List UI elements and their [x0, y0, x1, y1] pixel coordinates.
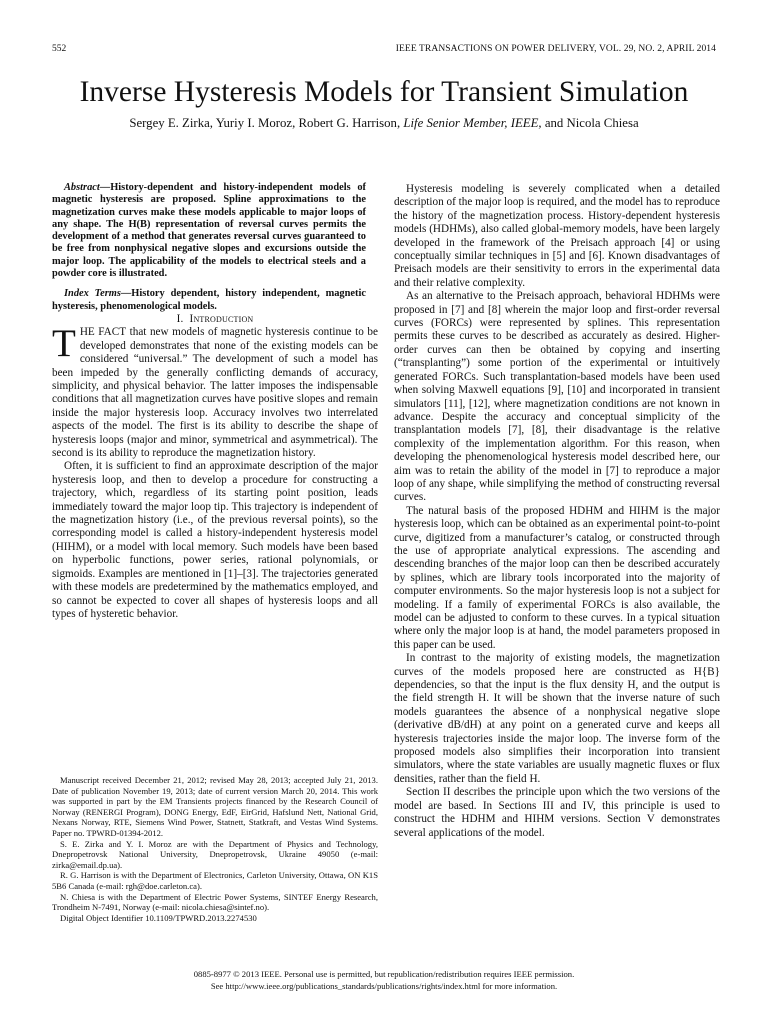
- index-terms-lead: Index Terms: [64, 288, 121, 300]
- body-paragraph-5: Section II describes the principle upon which the two versions of the model are based. In Sections III and IV, this principle is used to construct the HDHM and HIHM versions. Section V demonstrates several applications of the model.: [394, 786, 720, 839]
- section-number: I.: [176, 312, 184, 325]
- author-list: [0, 116, 768, 131]
- copyright-line-1: 0885-8977 © 2013 IEEE. Personal use is permitted, but republication/redistribution requires IEEE permission.: [193, 969, 575, 979]
- abstract-text: —History-dependent and history-independent models of magnetic hysteresis are proposed. Spline approximations to the magnetization curves make these models applicable to major loops of any shape. The H(B) representation of reversal curves permits the development of a method that generates reversal curves guaranteed to be free from nonphysical negative slopes and excursions outside the major loop. The applicability of the models to electrical steels and a powder core is illustrated.: [52, 182, 366, 280]
- section-heading: [52, 313, 378, 326]
- footnote-harrison: R. G. Harrison is with the Department of Electronics, Carleton University, Ottawa, ON K1S 5B6 Canada (e-mail: rgh@doe.carleton.ca).: [52, 870, 378, 891]
- running-header: [52, 44, 716, 58]
- copyright-notice: [0, 968, 768, 992]
- intro-paragraph-2: Often, it is sufficient to find an approximate description of the major hysteresis loop, and then to develop a procedure for constructing a trajectory, which, regardless of its starting point position, leads immediately toward the major loop tip. This trajectory is independent of the magnetization history (i.e., of the previous reversal points), so the corresponding model is called a history-independent hysteresis model (HIHM), or a model with local memory. Such models have been based on hyperbolic functions, power series, rational polynomials, or sigmoids. Examples are mentioned in [1]–[3]. The trajectories generated with these models are predetermined by the mathematics employed, and so cannot be expected to cover all shapes of hysteresis loops and all types of hysteretic behavior.: [52, 460, 378, 620]
- paper-title: Inverse Hysteresis Models for Transient Simulation: [79, 76, 689, 108]
- intro-paragraph-1: [52, 322, 378, 460]
- section-title: Introduction: [189, 312, 254, 325]
- abstract-lead: Abstract: [64, 182, 100, 193]
- body-paragraph-2: As an alternative to the Preisach approach, behavioral HDHMs were proposed in [7] and [8] wherein the major loop and first-order reversal curves (FORCs) were represented by splines. This representation permits these curves to be described as accurately as desired. Higher-order curves can then be obtained by copying and inserting (“transplanting”) some portion of the experimental or intuitively generated FORCs. Such transplantation-based models have been used when solving Maxwell equations [9], [10] and incorporated in transient simulators [11], [12], where magnetization conditions are not known in advance. Despite the accuracy and conceptual simplicity of the transplantation models [7], [8], their disadvantage is the relative complexity of the implementation algorithm. For this reason, when developing the phenomenological hysteresis model described here, our aim was to retain the ability of the model in [7] to reproduce a major loop of any shape, while simplifying the method of constructing reversal curves.: [394, 290, 720, 504]
- footnote-doi: Digital Object Identifier 10.1109/TPWRD.2013.2274530: [60, 912, 257, 923]
- intro-p1-text: that new models of magnetic hysteresis continue to be developed demonstrates that none of the existing models can be considered “universal.” The development of such a model has been impeded by the generally conflicting demands of accuracy, simplicity, and physical behavior. The latter imposes the indispensable conditions that all magnetization curves have positive slopes and remain inside the major hysteresis loop. Accuracy involves two interrelated aspects of the model. The first is its ability to describe the shape of hysteresis loops (major and minor, symmetrical and asymmetrical). The second is its ability to reproduce the magnetization history.: [52, 326, 378, 460]
- body-paragraph-1: Hysteresis modeling is severely complicated when a detailed description of the major loop is required, and the model has to reproduce the history of the magnetization process. History-dependent hysteresis models (HDHMs), also called global-memory models, have been largely developed in the framework of the Preisach approach [4] or using conceptually similar techniques in [5] and [6]. Known disadvantages of Preisach models are their sensitivity to errors in the experimental data and their relative complexity.: [394, 183, 720, 289]
- body-paragraph-3: The natural basis of the proposed HDHM and HIHM is the major hysteresis loop, which can be obtained as an experimental point-to-point curve, digitized from a manufacturer’s catalog, or constructed through the use of appropriate analytical expressions. The ascending and descending branches of the major loop can then be described accurately by splines, which are library tools incorporated into the majority of computer environments. So the major hysteresis loop is not a subject for modeling. If a family of experimental FORCs is also available, the model can be adjusted to conform to these curves. In a typical situation where only the major loop is at hand, the model parameters proposed in this paper can be used.: [394, 504, 720, 651]
- left-column: [52, 182, 378, 621]
- journal-header: IEEE TRANSACTIONS ON POWER DELIVERY, VOL. 29, NO. 2, APRIL 2014: [395, 44, 716, 54]
- index-terms: [52, 288, 378, 313]
- page-number: 552: [52, 44, 67, 54]
- right-column: [394, 183, 720, 840]
- author-membership: Life Senior Member, IEEE,: [403, 116, 542, 130]
- footnote-zirka-moroz: S. E. Zirka and Y. I. Moroz are with the Department of Physics and Technology, Dnepropetrovsk National University, Dnepropetrovsk, Ukraine 49050 (e-mail: zirka@email.dp.ua).: [52, 838, 378, 870]
- footnotes: [52, 775, 378, 923]
- index-terms-text: —History dependent, history independent, magnetic hysteresis, phenomenological models.: [52, 288, 366, 312]
- footnote-manuscript: Manuscript received December 21, 2012; revised May 28, 2013; accepted July 21, 2013. Date of publication November 19, 2013; date of current version March 20, 2014. This work was supported in part by the EM Transients projects financed by the Research Council of Norway (RENERGI Program), DONG Energy, EdF, EirGrid, Hafslund Nett, National Grid, Nexans Norway, RTE, Siemens Wind Power, Statnett, Statkraft, and Vestas Wind Systems. Paper no. TPWRD-01394-2012.: [52, 775, 378, 838]
- author-names: Sergey E. Zirka, Yuriy I. Moroz, Robert G. Harrison,: [129, 116, 401, 130]
- drop-cap: T: [52, 322, 76, 366]
- body-paragraph-4: In contrast to the majority of existing models, the magnetization curves of the models proposed here are constructed as H{B} dependencies, so that the input is the flux density H, and the output is the field strength H. It will be shown that the inverse nature of such models guarantees the absence of a nonphysical negative slope (derivative dB/dH) at any point on a generated curve and keeps all hysteresis trajectories inside the major loop. The inverse form of the proposed models also simplifies their incorporation into transient simulators, where the state variables are usually magnetic fluxes or flux densities, rather than the field H.: [394, 652, 720, 785]
- intro-lead: HE FACT: [79, 326, 127, 339]
- author-names-tail: and Nicola Chiesa: [544, 116, 639, 130]
- footnote-chiesa: N. Chiesa is with the Department of Electric Power Systems, SINTEF Energy Research, Trondheim N-7491, Norway (e-mail: nicola.chiesa@sintef.no).: [52, 891, 378, 913]
- copyright-line-2: See http://www.ieee.org/publications_standards/publications/rights/index.html for more information.: [210, 981, 558, 991]
- abstract: [52, 182, 378, 280]
